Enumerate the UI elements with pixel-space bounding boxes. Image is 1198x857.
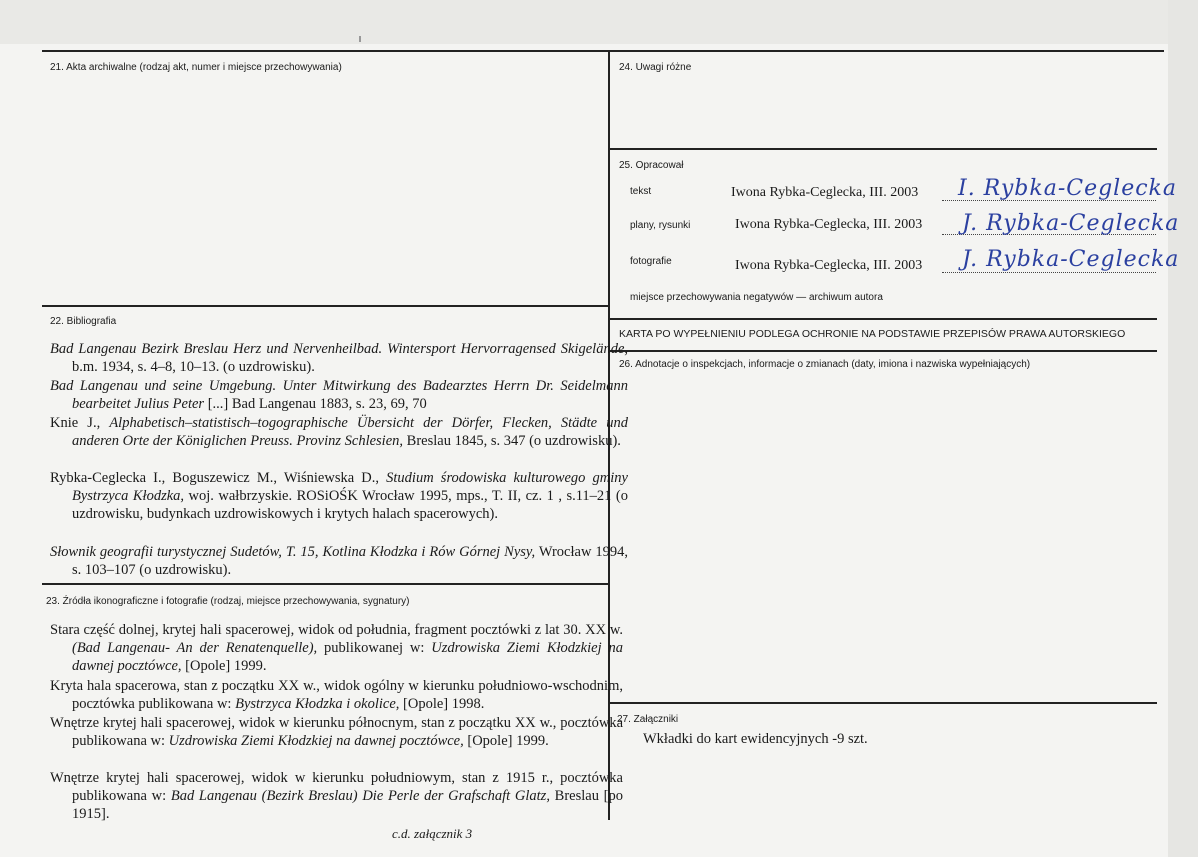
source-entry: Wnętrze krytej hali spacerowej, widok w kierunku południowym, stan z 1915 r., pocztówka publikowana w: Bad Langenau (Bezirk Breslau) Die Perle der Grafschaft Glatz, Breslau [po 1915]. <box>50 770 624 823</box>
section-24-heading: 24. Uwagi różne <box>619 62 692 73</box>
section-26-heading: 26. Adnotacje o inspekcjach, informacje o zmianach (daty, imiona i nazwiska wypełniających) <box>619 359 1031 370</box>
top-rule <box>42 50 1164 52</box>
section-25-heading: 25. Opracował <box>619 160 684 171</box>
rule-22-23 <box>42 583 609 585</box>
bibliography-entry: Bad Langenau Bezirk Breslau Herz und Nervenheilbad. Wintersport Hervorragensed Skigelände, b.m. 1934, s. 4–8, 10–13. (o uzdrowisku). <box>50 341 628 376</box>
rule-21-22 <box>42 305 609 307</box>
rule-26-27 <box>609 702 1157 704</box>
source-entry: Wnętrze krytej hali spacerowej, widok w kierunku północnym, stan z początku XX w., pocztówka publikowana w: Uzdrowiska Ziemi Kłodzkiej na dawnej pocztówce, [Opole] 1999. <box>50 715 623 750</box>
bibliography-entry: Słownik geografii turystycznej Sudetów, T. 15, Kotlina Kłodzka i Rów Górnej Nysy, Wrocław 1994, s. 103–107 (o uzdrowisku). <box>50 544 628 579</box>
handwritten-signature: J. Rybka-Ceglecka <box>962 211 1180 236</box>
scan-mark <box>359 36 361 42</box>
scan-top-margin <box>0 0 1198 44</box>
section-21-heading: 21. Akta archiwalne (rodzaj akt, numer i miejsce przechowywania) <box>50 62 342 73</box>
source-entry: Stara część dolnej, krytej hali spacerowej, widok od południa, fragment pocztówki z lat 30. XX w. (Bad Langenau- An der Renatenquelle), publikowanej w: Uzdrowiska Ziemi Kłodzkiej na dawnej pocztówce, [Opole] 1999. <box>50 622 623 675</box>
signature-line <box>942 272 1156 273</box>
handwritten-signature: J. Rybka-Ceglecka <box>962 247 1180 272</box>
copyright-notice: KARTA PO WYPEŁNIENIU PODLEGA OCHRONIE NA PODSTAWIE PRZEPISÓW PRAWA AUTORSKIEGO <box>619 328 1126 340</box>
author-row-value: Iwona Rybka-Ceglecka, III. 2003 <box>735 217 923 232</box>
attachments-text: Wkładki do kart ewidencyjnych -9 szt. <box>643 731 868 747</box>
scan-right-margin <box>1168 0 1198 857</box>
author-row-label: plany, rysunki <box>630 220 691 231</box>
continuation-note: c.d. załącznik 3 <box>392 826 473 841</box>
bibliography-entry: Bad Langenau und seine Umgebung. Unter Mitwirkung des Badearztes Herrn Dr. Seidelmann bearbeitet Julius Peter [...] Bad Langenau 1883, s. 23, 69, 70 <box>50 378 628 413</box>
rule-25-notice <box>609 318 1157 320</box>
section-23-heading: 23. Źródła ikonograficzne i fotografie (rodzaj, miejsce przechowywania, sygnatury) <box>46 596 410 607</box>
author-row-value: Iwona Rybka-Ceglecka, III. 2003 <box>735 258 923 273</box>
negatives-storage: miejsce przechowywania negatywów — archiwum autora <box>630 292 883 303</box>
author-row-label: fotografie <box>630 256 672 267</box>
source-entry: Kryta hala spacerowa, stan z początku XX w., widok ogólny w kierunku południowo-wschodnim, pocztówka publikowana w: Bystrzyca Kłodzka i okolice, [Opole] 1998. <box>50 678 623 713</box>
author-row-value: Iwona Rybka-Ceglecka, III. 2003 <box>731 185 919 200</box>
author-row-label: tekst <box>630 186 652 197</box>
section-22-heading: 22. Bibliografia <box>50 316 117 327</box>
bibliography-entry: Rybka-Ceglecka I., Boguszewicz M., Wiśniewska D., Studium środowiska kulturowego gminy Bystrzyca Kłodzka, woj. wałbrzyskie. ROSiOŚK Wrocław 1995, mps., T. II, cz. 1 , s.11–21 (o uzdrowisku, budynkach uzdrowiskowych i krytych halach spacerowych). <box>50 470 628 523</box>
rule-24-25 <box>609 148 1157 150</box>
handwritten-signature: I. Rybka-Ceglecka <box>958 176 1178 201</box>
bibliography-entry: Knie J., Alphabetisch–statistisch–togographische Übersicht der Dörfer, Flecken, Städte und anderen Orte der Königlichen Preuss. Provinz Schlesien, Breslau 1845, s. 347 (o uzdrowisku). <box>50 415 628 450</box>
section-27-heading: 27. Załączniki <box>617 714 679 725</box>
rule-25-26 <box>609 350 1157 352</box>
